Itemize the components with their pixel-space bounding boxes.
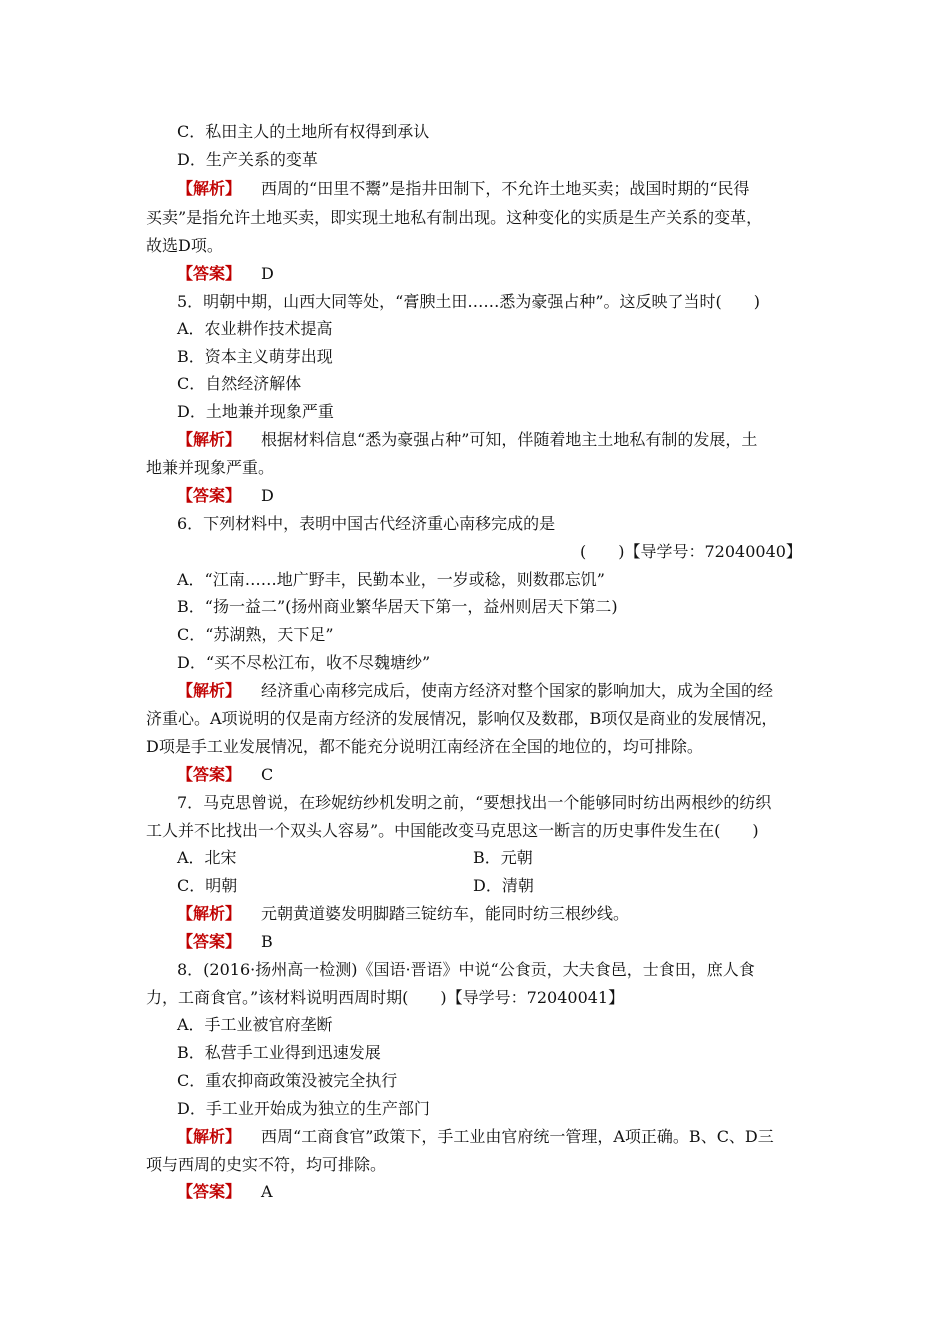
q7-answer: 【答案】 B — [177, 932, 273, 951]
answer-tag: 【答案】 — [177, 486, 242, 505]
q7-option-d: D．清朝 — [473, 876, 534, 895]
q6-option-a: A．“江南……地广野丰，民勤本业，一岁或稔，则数郡忘饥” — [177, 570, 605, 589]
q5-option-d: D．土地兼并现象严重 — [177, 402, 334, 421]
analysis-tag: 【解析】 — [177, 430, 242, 449]
q6-option-c: C．“苏湖熟，天下足” — [177, 625, 334, 644]
q8-option-a: A．手工业被官府垄断 — [177, 1015, 333, 1034]
q8-option-b: B．私营手工业得到迅速发展 — [177, 1043, 381, 1062]
q6-analysis-line3: D项是手工业发展情况，都不能充分说明江南经济在全国的地位的，均可排除。 — [146, 737, 703, 756]
q8-stem-line2: 力，工商食官。”该材料说明西周时期( )【导学号：72040041】 — [146, 988, 625, 1007]
q5-analysis-line2: 地兼并现象严重。 — [146, 458, 275, 477]
q5-option-c: C．自然经济解体 — [177, 374, 302, 393]
q6-option-d: D．“买不尽松江布，收不尽魏塘纱” — [177, 653, 431, 672]
q8-analysis-line2: 项与西周的史实不符，均可排除。 — [146, 1155, 387, 1174]
q5-answer: 【答案】 D — [177, 486, 274, 505]
q4-analysis-line3: 故选D项。 — [146, 236, 223, 255]
q7-stem-line2: 工人并不比找出一个双头人容易”。中国能改变马克思这一断言的历史事件发生在( ) — [146, 821, 759, 840]
q7-option-a: A．北宋 — [177, 848, 237, 867]
analysis-tag: 【解析】 — [177, 179, 242, 198]
q7-stem-line1: 7．马克思曾说，在珍妮纺纱机发明之前，“要想找出一个能够同时纺出两根纱的纺织 — [177, 793, 772, 812]
q6-answer: 【答案】 C — [177, 765, 274, 784]
q7-option-c: C．明朝 — [177, 876, 238, 895]
q7-analysis-line1: 【解析】 元朝黄道婆发明脚踏三锭纺车，能同时纺三根纱线。 — [177, 904, 630, 923]
q6-option-b: B．“扬一益二”(扬州商业繁华居天下第一，益州则居天下第二) — [177, 597, 618, 616]
q8-option-d: D．手工业开始成为独立的生产部门 — [177, 1099, 430, 1118]
q4-answer: 【答案】 D — [177, 264, 274, 283]
q7-options-row1 — [177, 848, 777, 868]
answer-tag: 【答案】 — [177, 765, 242, 784]
q5-analysis-line1: 【解析】 根据材料信息“悉为豪强占种”可知，伴随着地主土地私有制的发展，土 — [177, 430, 758, 449]
q8-option-c: C．重农抑商政策没被完全执行 — [177, 1071, 398, 1090]
q5-stem: 5．明朝中期，山西大同等处，“膏腴土田……悉为豪强占种”。这反映了当时( ) — [177, 292, 761, 311]
q6-stem: 6．下列材料中，表明中国古代经济重心南移完成的是 — [177, 514, 556, 533]
q5-option-a: A．农业耕作技术提高 — [177, 319, 333, 338]
q7-option-b: B．元朝 — [473, 848, 533, 867]
q5-option-b: B．资本主义萌芽出现 — [177, 347, 333, 366]
q8-stem-line1: 8．(2016·扬州高一检测)《国语·晋语》中说“公食贡，大夫食邑，士食田，庶人食 — [177, 960, 755, 979]
q6-stem-guide: ( )【导学号：72040040】 — [580, 542, 802, 561]
q4-option-d: D．生产关系的变革 — [177, 150, 318, 169]
q7-options-row2 — [177, 876, 777, 896]
q4-analysis-line2: 买卖”是指允许土地买卖，即实现土地私有制出现。这种变化的实质是生产关系的变革， — [146, 208, 763, 227]
q6-analysis-line1: 【解析】 经济重心南移完成后，使南方经济对整个国家的影响加大，成为全国的经 — [177, 681, 774, 700]
q8-analysis-line1: 【解析】 西周“工商食官”政策下，手工业由官府统一管理，A项正确。B、C、D三 — [177, 1127, 774, 1146]
answer-tag: 【答案】 — [177, 1182, 242, 1201]
analysis-tag: 【解析】 — [177, 904, 242, 923]
q4-option-c: C．私田主人的土地所有权得到承认 — [177, 122, 430, 141]
answer-tag: 【答案】 — [177, 932, 242, 951]
q4-analysis-line1: 【解析】 西周的“田里不鬻”是指井田制下，不允许土地买卖；战国时期的“民得 — [177, 179, 750, 198]
analysis-tag: 【解析】 — [177, 681, 242, 700]
q8-answer: 【答案】 A — [177, 1182, 273, 1201]
answer-tag: 【答案】 — [177, 264, 242, 283]
q6-analysis-line2: 济重心。A项说明的仅是南方经济的发展情况，影响仅及数郡，B项仅是商业的发展情况， — [146, 709, 778, 728]
analysis-tag: 【解析】 — [177, 1127, 242, 1146]
